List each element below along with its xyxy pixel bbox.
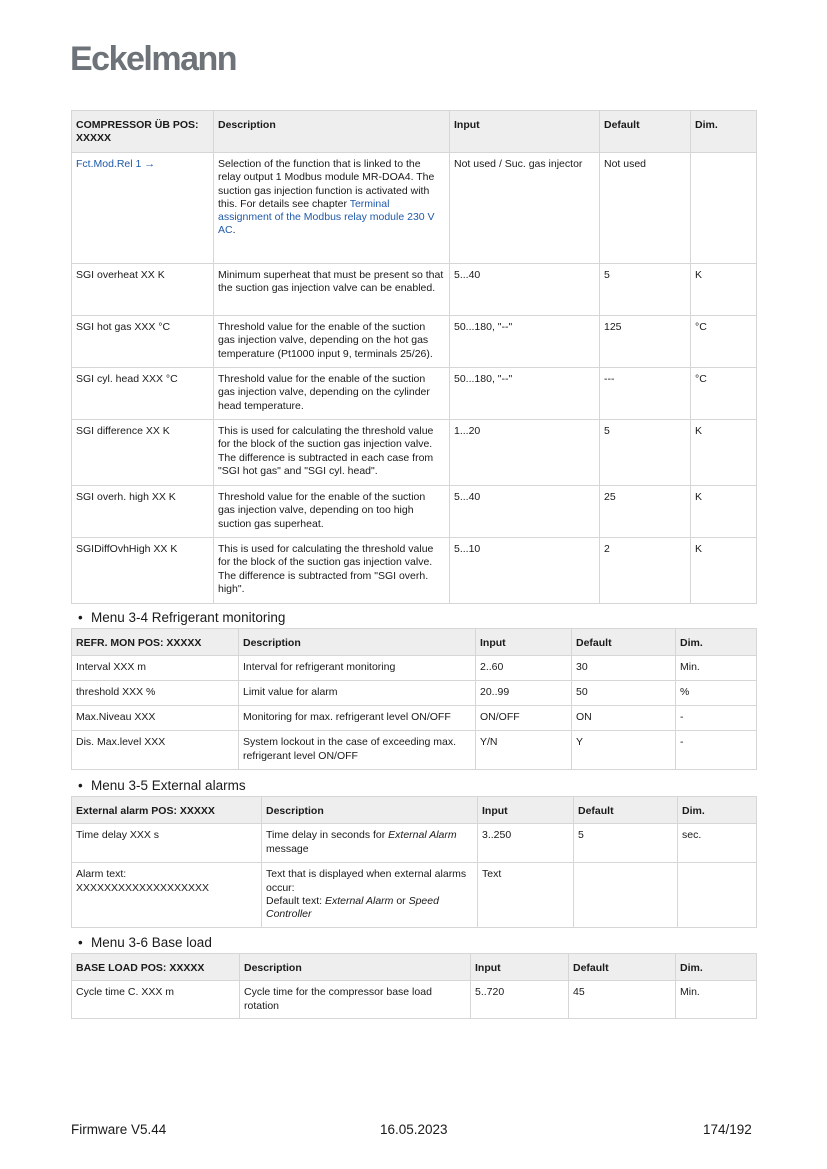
column-header: Default [572, 629, 676, 656]
table-header-row [72, 797, 757, 824]
parameter-description: Selection of the function that is linked to the relay output 1 Modbus module MR-DOA4. The suction gas injection function is activated with this. For details see chapter Terminal assignment of the Modbus relay module 230 V AC. [214, 153, 450, 264]
parameter-description: This is used for calculating the threshold value for the block of the suction gas injection valve. The difference is subtracted in each case from "SGI hot gas" and "SGI cyl. head". [214, 420, 450, 486]
parameter-name: Max.Niveau XXX [72, 706, 239, 731]
table-row [72, 264, 757, 316]
parameter-input: Text [478, 863, 574, 928]
column-header: Dim. [676, 629, 757, 656]
parameter-dim: Min. [676, 981, 757, 1019]
table-row [72, 981, 757, 1019]
column-header: Input [478, 797, 574, 824]
parameter-dim: K [691, 486, 757, 538]
table-row [72, 863, 757, 928]
parameter-name[interactable] [72, 153, 214, 264]
column-header: Input [471, 954, 569, 981]
parameter-name: Time delay XXX s [72, 824, 262, 863]
parameter-description: Threshold value for the enable of the suction gas injection valve, depending on the cylinder head temperature. [214, 368, 450, 420]
footer-page-number: 174/192 [703, 1122, 752, 1137]
parameter-name: SGI overh. high XX K [72, 486, 214, 538]
refrigerant-monitoring-table [71, 628, 757, 770]
table-header-row [72, 629, 757, 656]
column-header: Description [239, 629, 476, 656]
footer-date: 16.05.2023 [380, 1122, 448, 1137]
parameter-dim: °C [691, 368, 757, 420]
parameter-input: 3..250 [478, 824, 574, 863]
bullet: • [78, 778, 83, 793]
table-row [72, 486, 757, 538]
parameter-input: Y/N [476, 731, 572, 770]
menu-3-4-heading: • Menu 3-4 Refrigerant monitoring [78, 610, 286, 625]
parameter-dim: K [691, 538, 757, 604]
parameter-default: 5 [600, 420, 691, 486]
column-header: Default [600, 111, 691, 153]
parameter-description: Time delay in seconds for External Alarm message [262, 824, 478, 863]
parameter-input: 1...20 [450, 420, 600, 486]
parameter-default: 30 [572, 656, 676, 681]
fct-mod-rel-link[interactable]: Fct.Mod.Rel 1 → [76, 158, 156, 170]
parameter-input: 2..60 [476, 656, 572, 681]
compressor-parameter-table [71, 110, 757, 604]
parameter-name: Cycle time C. XXX m [72, 981, 240, 1019]
column-header: Default [574, 797, 678, 824]
column-header: Dim. [691, 111, 757, 153]
menu-3-6-heading: • Menu 3-6 Base load [78, 935, 212, 950]
column-header: Description [240, 954, 471, 981]
menu-3-5-heading: • Menu 3-5 External alarms [78, 778, 246, 793]
table-row [72, 706, 757, 731]
parameter-default: Y [572, 731, 676, 770]
column-header: Default [569, 954, 676, 981]
parameter-dim [691, 153, 757, 264]
bullet: • [78, 610, 83, 625]
column-header: Dim. [678, 797, 757, 824]
column-header: Description [262, 797, 478, 824]
parameter-name: SGI overheat XX K [72, 264, 214, 316]
parameter-description: Threshold value for the enable of the suction gas injection valve, depending on too high suction gas superheat. [214, 486, 450, 538]
parameter-description: Threshold value for the enable of the suction gas injection valve, depending on the hot gas temperature (Pt1000 input 9, terminals 25/26). [214, 316, 450, 368]
parameter-description: Monitoring for max. refrigerant level ON/OFF [239, 706, 476, 731]
bullet: • [78, 935, 83, 950]
table-row [72, 656, 757, 681]
parameter-input: 50...180, "--" [450, 316, 600, 368]
eckelmann-logo: Eckelmann [70, 40, 237, 78]
parameter-dim: - [676, 706, 757, 731]
parameter-name: SGIDiffOvhHigh XX K [72, 538, 214, 604]
table-header-row [72, 111, 757, 153]
parameter-description: Cycle time for the compressor base load rotation [240, 981, 471, 1019]
table-row [72, 316, 757, 368]
parameter-default: 50 [572, 681, 676, 706]
parameter-default: --- [600, 368, 691, 420]
column-header: COMPRESSOR ÜB POS: XXXXX [72, 111, 214, 153]
parameter-dim [678, 863, 757, 928]
parameter-dim: K [691, 264, 757, 316]
parameter-default: 2 [600, 538, 691, 604]
parameter-default: 5 [574, 824, 678, 863]
arrow-right-icon: → [144, 158, 156, 170]
column-header: BASE LOAD POS: XXXXX [72, 954, 240, 981]
table-row [72, 153, 757, 264]
column-header: REFR. MON POS: XXXXX [72, 629, 239, 656]
parameter-input: Not used / Suc. gas injector [450, 153, 600, 264]
table-row [72, 731, 757, 770]
base-load-table [71, 953, 757, 1019]
parameter-description: This is used for calculating the threshold value for the block of the suction gas injection valve. The difference is subtracted from "SGI overh. high". [214, 538, 450, 604]
parameter-dim: - [676, 731, 757, 770]
table-header-row [72, 954, 757, 981]
parameter-default: 25 [600, 486, 691, 538]
external-alarms-table [71, 796, 757, 928]
column-header: Input [476, 629, 572, 656]
parameter-description: Text that is displayed when external alarms occur: Default text: External Alarm or Speed Controller [262, 863, 478, 928]
table-row [72, 538, 757, 604]
parameter-input: 5..720 [471, 981, 569, 1019]
terminal-assignment-link[interactable]: Terminal assignment of the Modbus relay module 230 V AC [218, 197, 435, 237]
parameter-name: SGI difference XX K [72, 420, 214, 486]
parameter-description: Interval for refrigerant monitoring [239, 656, 476, 681]
parameter-dim: % [676, 681, 757, 706]
parameter-input: 5...10 [450, 538, 600, 604]
parameter-input: 50...180, "--" [450, 368, 600, 420]
column-header: External alarm POS: XXXXX [72, 797, 262, 824]
parameter-name: SGI hot gas XXX °C [72, 316, 214, 368]
parameter-default: 5 [600, 264, 691, 316]
parameter-dim: Min. [676, 656, 757, 681]
column-header: Input [450, 111, 600, 153]
table-row [72, 824, 757, 863]
footer-firmware: Firmware V5.44 [71, 1122, 167, 1137]
parameter-input: 5...40 [450, 264, 600, 316]
parameter-description: Limit value for alarm [239, 681, 476, 706]
parameter-dim: K [691, 420, 757, 486]
parameter-input: 5...40 [450, 486, 600, 538]
parameter-default: Not used [600, 153, 691, 264]
parameter-name: Alarm text: XXXXXXXXXXXXXXXXXXX [72, 863, 262, 928]
table-row [72, 368, 757, 420]
column-header: Description [214, 111, 450, 153]
parameter-dim: sec. [678, 824, 757, 863]
parameter-description: System lockout in the case of exceeding max. refrigerant level ON/OFF [239, 731, 476, 770]
column-header: Dim. [676, 954, 757, 981]
parameter-default: 45 [569, 981, 676, 1019]
parameter-description: Minimum superheat that must be present so that the suction gas injection valve can be enabled. [214, 264, 450, 316]
parameter-name: threshold XXX % [72, 681, 239, 706]
parameter-default: ON [572, 706, 676, 731]
parameter-input: 20..99 [476, 681, 572, 706]
table-row [72, 420, 757, 486]
parameter-default: 125 [600, 316, 691, 368]
table-row [72, 681, 757, 706]
parameter-name: SGI cyl. head XXX °C [72, 368, 214, 420]
parameter-name: Dis. Max.level XXX [72, 731, 239, 770]
parameter-name: Interval XXX m [72, 656, 239, 681]
parameter-default [574, 863, 678, 928]
parameter-input: ON/OFF [476, 706, 572, 731]
parameter-dim: °C [691, 316, 757, 368]
